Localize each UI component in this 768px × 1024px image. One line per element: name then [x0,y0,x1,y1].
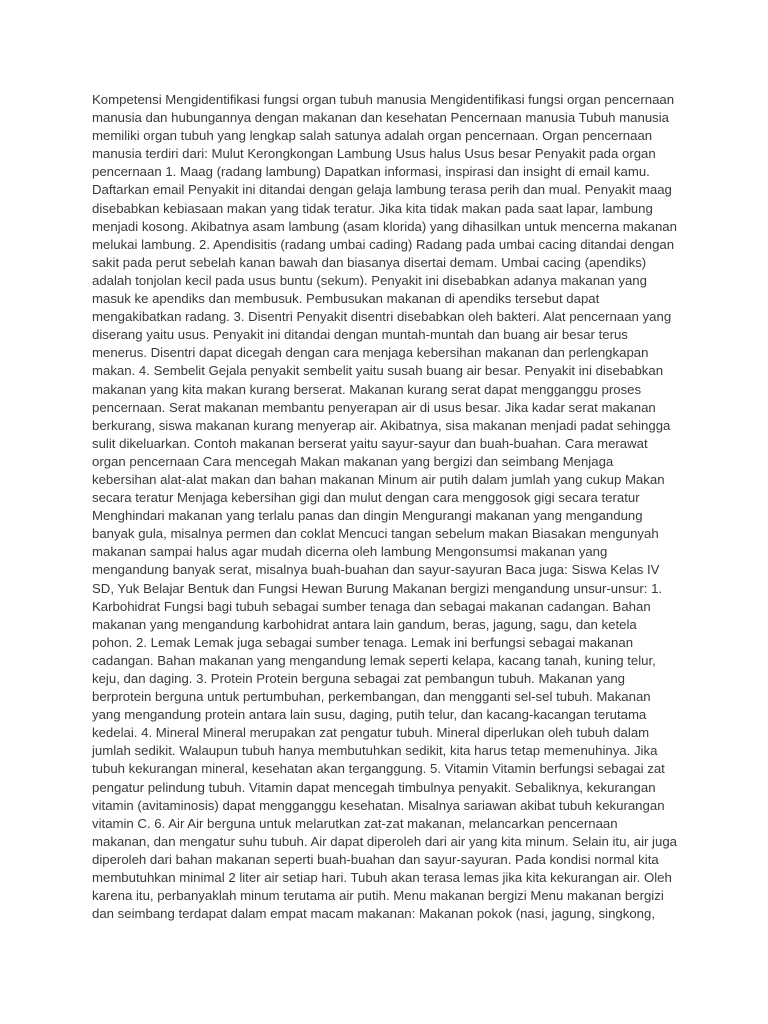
text-line: makan. 4. Sembelit Gejala penyakit sembelit yaitu susah buang air besar. Penyakit ini disebabkan [92,363,664,379]
text-line: pohon. 2. Lemak Lemak juga sebagai sumber tenaga. Lemak ini berfungsi sebagai makanan [92,634,634,650]
text-line: menjadi kosong. Akibatnya asam lambung (asam klorida) yang dihasilkan untuk mencerna makanan [92,218,677,234]
text-line: melukai lambung. 2. Apendisitis (radang umbai cading) Radang pada umbai cacing ditandai dengan [92,236,675,252]
text-line: diperoleh dari bahan makanan seperti buah-buahan dan sayur-sayuran. Pada kondisi normal kita [92,851,659,867]
text-line: dan seimbang terdapat dalam empat macam makanan: Makanan pokok (nasi, jagung, singkong, [92,906,655,922]
text-line: jumlah sedikit. Walaupun tubuh hanya membutuhkan sedikit, kita harus tetap memenuhinya. Jika [92,743,658,759]
text-line: manusia terdiri dari: Mulut Kerongkongan Lambung Usus halus Usus besar Penyakit pada organ [92,146,656,162]
text-line: mengandung banyak serat, misalnya buah-buahan dan sayur-sayuran Baca juga: Siswa Kelas IV [92,562,660,578]
body-text [92,91,692,923]
text-line: kebersihan alat-alat makan dan bahan makanan Minum air putih dalam jumlah yang cukup Makan [92,471,665,487]
text-line: SD, Yuk Belajar Bentuk dan Fungsi Hewan Burung Makanan bergizi mengandung unsur-unsur: 1. [92,580,663,596]
text-line: karena itu, perbanyaklah minum terutama air putih. Menu makanan bergizi Menu makanan bergizi [92,888,664,904]
text-line: sulit dikeluarkan. Contoh makanan berserat yaitu sayur-sayur dan buah-buahan. Cara merawat [92,435,648,451]
text-line: kedelai. 4. Mineral Mineral merupakan zat pengatur tubuh. Mineral diperlukan oleh tubuh dalam [92,725,650,741]
text-line: makanan sampai halus agar mudah dicerna oleh lambung Mengonsumsi makanan yang [92,544,608,560]
text-line: Karbohidrat Fungsi bagi tubuh sebagai sumber tenaga dan sebagai makanan cadangan. Bahan [92,598,651,614]
text-line: pencernaan 1. Maag (radang lambung) Dapatkan informasi, inspirasi dan insight di email kamu. [92,164,650,180]
text-line: tubuh kekurangan mineral, kesehatan akan terganggung. 5. Vitamin Vitamin berfungsi sebagai zat [92,761,665,777]
text-line: vitamin C. 6. Air Air berguna untuk melarutkan zat-zat makanan, melancarkan pencernaan [92,815,618,831]
text-line: pengatur pelindung tubuh. Vitamin dapat mencegah timbulnya penyakit. Sebaliknya, kekurangan [92,779,656,795]
text-line: vitamin (avitaminosis) dapat mengganggu kesehatan. Misalnya sariawan akibat tubuh kekurangan [92,797,665,813]
text-line: banyak gula, misalnya permen dan coklat Mencuci tangan sebelum makan Biasakan mengunyah [92,526,659,542]
text-line: sakit pada perut sebelah kanan bawah dan biasanya disertai demam. Umbai cacing (apendiks) [92,254,647,270]
text-line: Kompetensi Mengidentifikasi fungsi organ tubuh manusia Mengidentifikasi fungsi organ pencernaan [92,92,675,107]
text-line: makanan, dan mengatur suhu tubuh. Air dapat diperoleh dari air yang kita minum. Selain itu, air juga [92,833,677,849]
text-line: memiliki organ tubuh yang lengkap salah satunya adalah organ pencernaan. Organ pencernaan [92,128,653,144]
text-line: Menghindari makanan yang terlalu panas dan dingin Mengurangi makanan yang mengandung [92,508,643,524]
text-line: secara teratur Menjaga kebersihan gigi dan mulut dengan cara menggosok gigi secara teratur [92,490,640,506]
text-line: berprotein berguna untuk pertumbuhan, perkembangan, dan mengganti sel-sel tubuh. Makanan [92,689,651,705]
text-line: berkurang, siswa makanan kurang menyerap air. Akibatnya, sisa makanan menjadi padat sehingga [92,417,671,433]
text-line: yang mengandung protein antara lain susu, daging, putih telur, dan kacang-kacangan terutama [92,707,647,723]
text-line: adalah tonjolan kecil pada usus buntu (sekum). Penyakit ini disebabkan adanya makanan yang [92,272,647,288]
text-line: mengakibatkan radang. 3. Disentri Penyakit disentri disebabkan oleh bakteri. Alat pencernaan yang [92,309,672,325]
text-line: makanan yang kita makan kurang berserat. Makanan kurang serat dapat mengganggu proses [92,381,642,397]
text-line: keju, dan daging. 3. Protein Protein berguna sebagai zat pembangun tubuh. Makanan yang [92,671,626,686]
text-line: Daftarkan email Penyakit ini ditandai dengan gelaja lambung terasa perih dan mual. Penyakit maag [92,182,672,198]
text-line: pencernaan. Serat makanan membantu penyerapan air di usus besar. Jika kadar serat makanan [92,399,656,415]
text-line: makanan yang mengandung karbohidrat antara lain gandum, beras, jagung, sagu, dan ketela [92,616,637,632]
text-line: cadangan. Bahan makanan yang mengandung lemak seperti kelapa, kacang tanah, kuning telur, [92,652,656,668]
text-line: diserang yaitu usus. Penyakit ini ditandai dengan muntah-muntah dan buang air besar terus [92,327,628,343]
text-line: disebabkan kebiasaan makan yang tidak teratur. Jika kita tidak makan pada saat lapar, lambung [92,200,653,216]
text-line: organ pencernaan Cara mencegah Makan makanan yang bergizi dan seimbang Menjaga [92,453,614,469]
text-line: menerus. Disentri dapat dicegah dengan cara menjaga kebersihan makanan dan perlengkapan [92,345,649,361]
text-line: membutuhkan minimal 2 liter air setiap hari. Tubuh akan terasa lemas jika kita kekurangan air. Oleh [92,870,672,886]
text-line: manusia dan hubungannya dengan makanan dan kesehatan Pencernaan manusia Tubuh manusia [92,110,670,126]
text-line: masuk ke apendiks dan membusuk. Pembusukan makanan di apendiks tersebut dapat [92,291,600,307]
